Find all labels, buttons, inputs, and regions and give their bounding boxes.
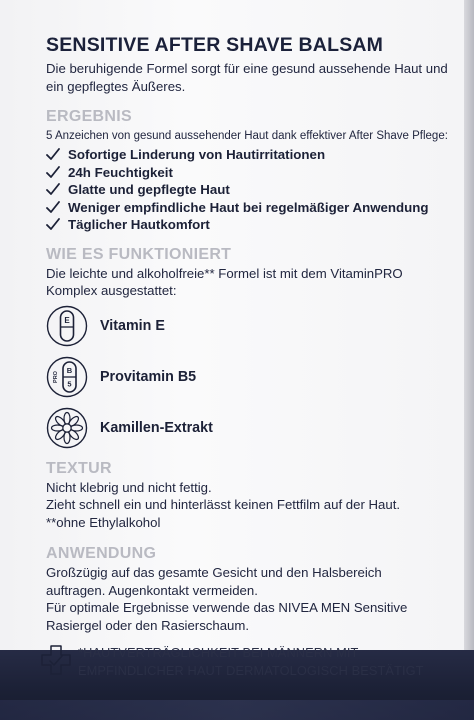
package-side-edge [464,0,474,650]
note-line: *HAUTVERTRÄGLICHKEIT BEI MÄNNERN MIT [78,645,359,661]
texture-heading: TEXTUR [46,459,112,477]
checkmark-icon [46,183,60,196]
usage-line: Für optimale Ergebnisse verwende das NIVEA MEN Sensitive [46,600,408,616]
texture-line: Zieht schnell ein und hinterlässt keinen Fettfilm auf der Haut. [46,497,401,513]
intro-text: Die beruhigende Formel sorgt für eine gesund aussehende Haut und ein gepflegtes Äußeres. [46,61,448,94]
texture-footnote: **ohne Ethylalkohol [46,514,161,530]
b5-icon-pro: PRO [53,371,59,383]
how-text: Die leichte und alkoholfreie** Formel ist mit dem VitaminPRO Komplex ausgestattet: [46,265,403,299]
ingredient-chamomile [46,403,456,453]
benefit-text: Täglicher Hautkomfort [68,217,210,233]
product-title: SENSITIVE AFTER SHAVE BALSAM [46,34,384,56]
vitamin-e-icon-letter: E [64,315,70,325]
benefit-item [46,164,456,182]
benefit-text: Glatte und gepflegte Haut [68,182,230,198]
benefit-item [46,216,456,234]
usage-line: auftragen. Augenkontakt vermeiden. [46,582,258,598]
dermatology-note [46,644,456,680]
result-heading: ERGEBNIS [46,108,132,125]
benefit-text: Weniger empfindliche Haut bei regelmäßiger Anwendung [68,199,429,215]
benefit-text: 24h Feuchtigkeit [68,164,173,180]
benefit-list [46,146,456,234]
ingredient-vitamin-e [46,301,456,351]
usage-line: Rasiergel oder den Rasierschaum. [46,617,250,633]
vitamin-e-capsule-icon [46,305,88,347]
benefit-item [46,146,456,164]
note-line: EMPFINDLICHER HAUT DERMATOLOGISCH BESTÄTIGT [78,663,424,679]
checkmark-icon [46,218,60,231]
ingredient-provitamin-b5 [46,352,456,402]
benefit-item [46,181,456,199]
texture-line: Nicht klebrig und nicht fettig. [46,479,212,495]
checkmark-icon [46,166,60,179]
provitamin-b5-capsule-icon [46,356,88,398]
checkmark-icon [46,148,60,161]
bottom-band-highlight [0,700,474,720]
benefit-text: Sofortige Linderung von Hautirritationen [68,147,326,162]
usage-line: Großzügig auf das gesamte Gesicht und den Halsbereich [46,565,382,581]
checkmark-icon [46,201,60,214]
ingredient-label: Provitamin B5 [100,368,197,385]
b5-icon-letter-b: B [66,365,73,375]
label-content [46,34,456,680]
ingredient-label: Vitamin E [100,317,165,334]
medical-cross-icon [38,644,74,678]
b5-icon-digit: 5 [67,379,72,389]
usage-heading: ANWENDUNG [46,545,157,563]
how-heading: WIE ES FUNKTIONIERT [46,245,232,263]
ingredient-label: Kamillen-Extrakt [100,419,213,436]
result-subtitle: 5 Anzeichen von gesund aussehender Haut dank effektiver After Shave Pflege: [46,130,448,142]
chamomile-flower-icon [46,407,88,449]
benefit-item [46,199,456,217]
